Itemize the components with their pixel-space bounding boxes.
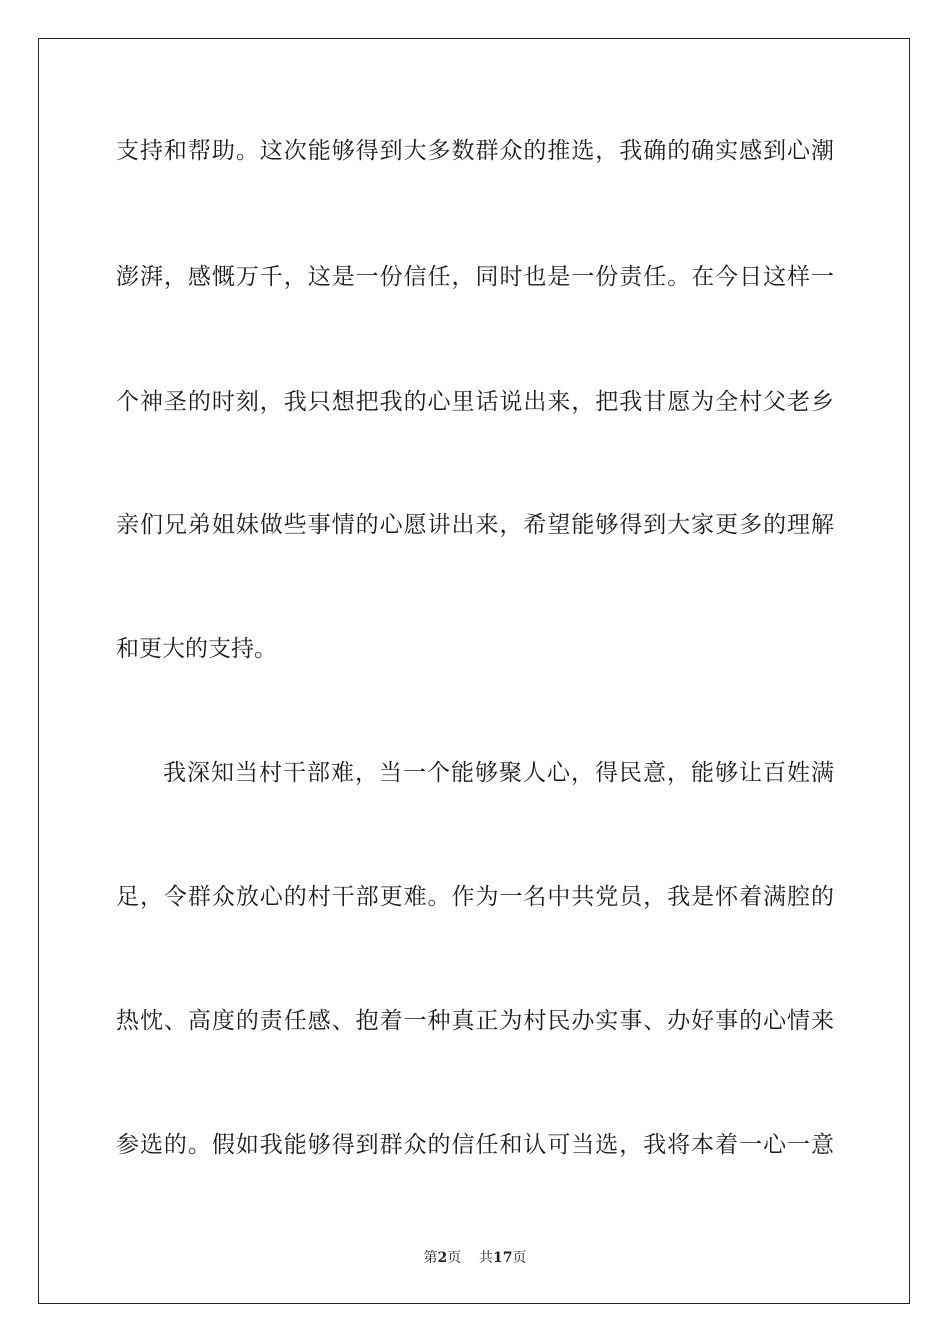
paragraph-1-line-3: 个神圣的时刻，我只想把我的心里话说出来，把我甘愿为全村父老乡 — [116, 389, 834, 415]
footer-page-label: 第 — [423, 1250, 438, 1266]
paragraph-1-line-2: 澎湃，感慨万千，这是一份信任，同时也是一份责任。在今日这样一 — [116, 264, 834, 290]
footer-total-pages: 17 — [493, 1250, 513, 1266]
paragraph-1-line-4: 亲们兄弟姐妹做些事情的心愿讲出来，希望能够得到大家更多的理解 — [116, 512, 834, 538]
page-footer — [0, 1247, 950, 1267]
paragraph-2-line-1: 我深知当村干部难，当一个能够聚人心，得民意，能够让百姓满 — [163, 760, 834, 786]
footer-total-label: 共 — [479, 1250, 494, 1266]
footer-page-suffix: 页 — [447, 1250, 462, 1266]
paragraph-2-line-3: 热忱、高度的责任感、抱着一种真正为村民办实事、办好事的心情来 — [116, 1008, 834, 1034]
paragraph-1-line-1: 支持和帮助。这次能够得到大多数群众的推选，我确的确实感到心潮 — [116, 138, 834, 164]
paragraph-2-line-2: 足，令群众放心的村干部更难。作为一名中共党员，我是怀着满腔的 — [116, 884, 834, 910]
paragraph-1-line-5: 和更大的支持。 — [116, 636, 277, 662]
footer-total-suffix: 页 — [512, 1250, 527, 1266]
footer-page-number: 2 — [437, 1250, 448, 1266]
page-frame — [38, 38, 910, 1304]
paragraph-2-line-4: 参选的。假如我能够得到群众的信任和认可当选，我将本着一心一意 — [116, 1132, 834, 1158]
